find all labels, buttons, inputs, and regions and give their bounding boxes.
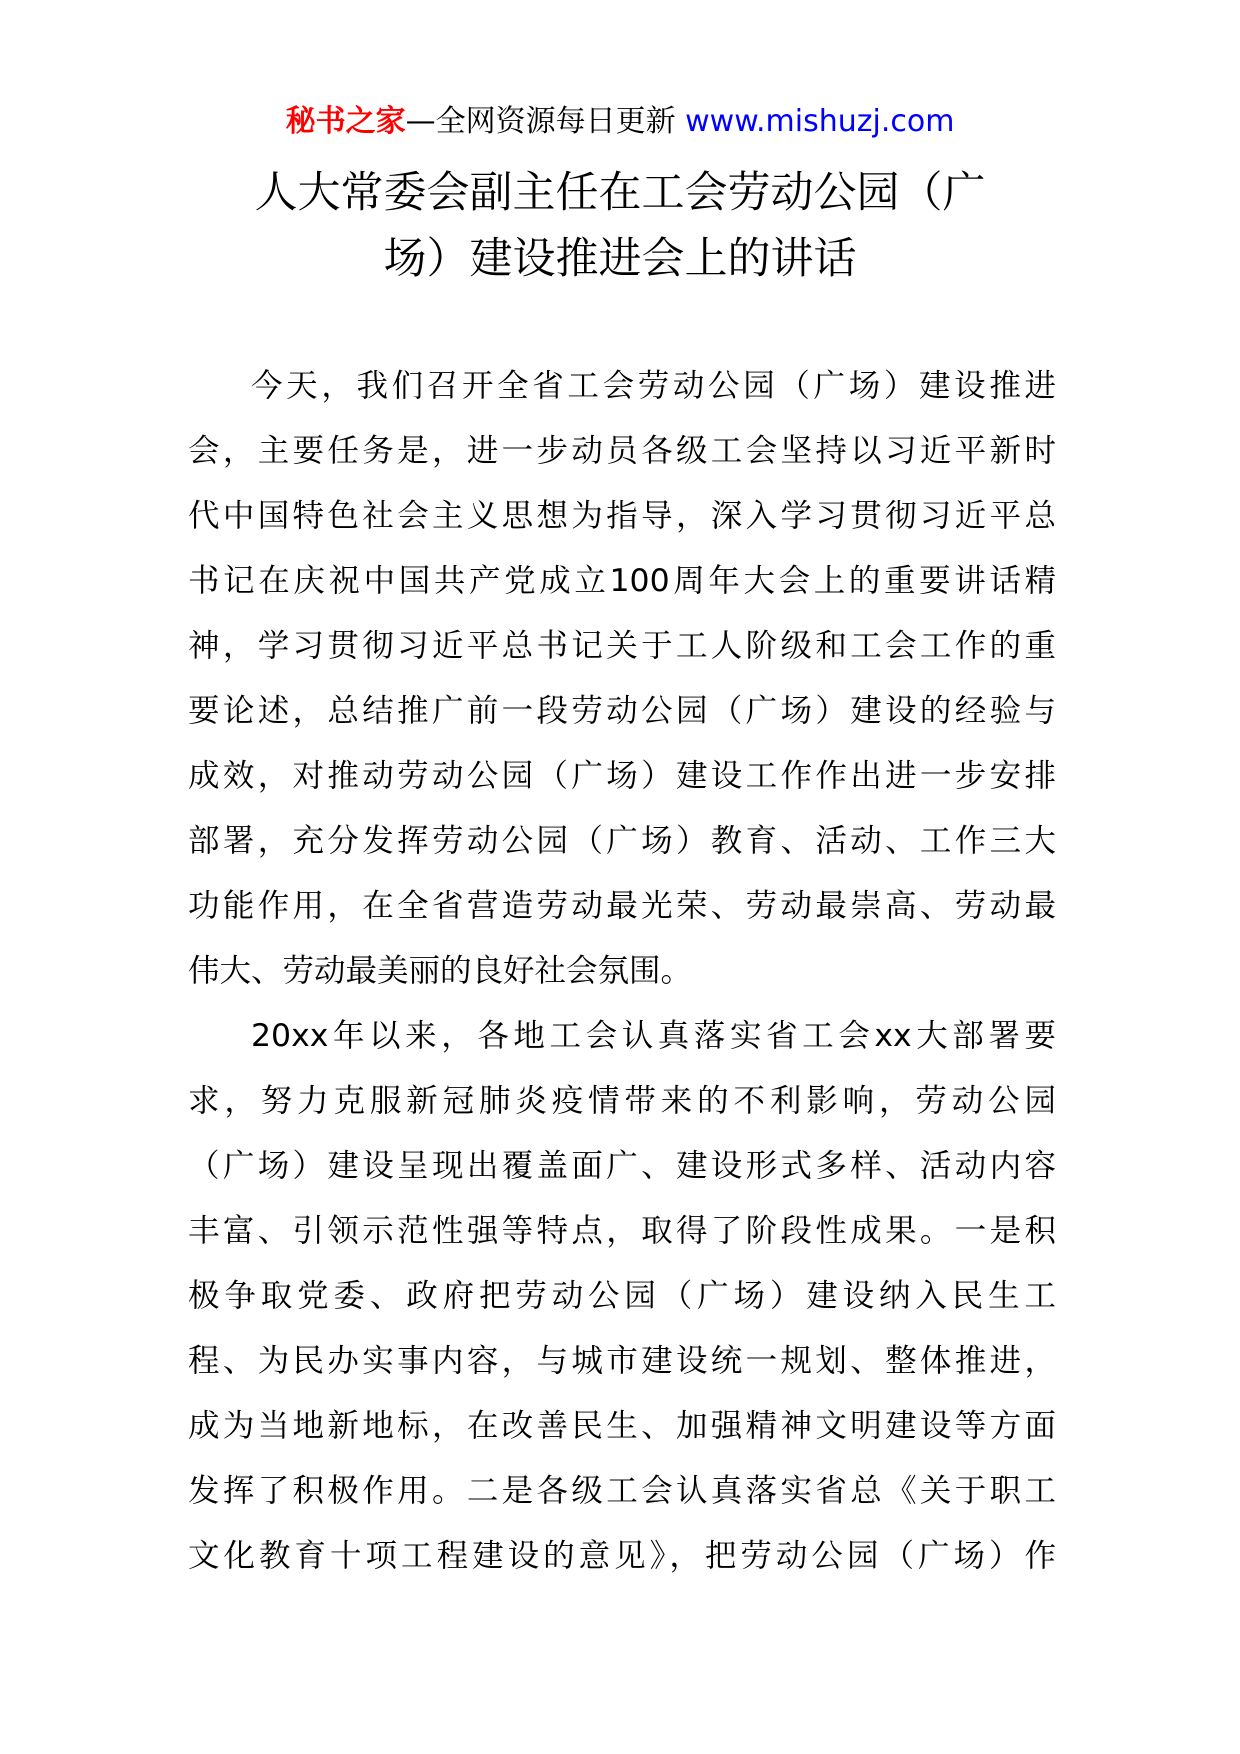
paragraph-line: 部署，充分发挥劳动公园（广场）教育、活动、工作三大 (188, 823, 1056, 859)
document-title (200, 160, 1040, 292)
paragraph-line: 20xx年以来，各地工会认真落实省工会xx大部署要 (251, 1018, 1056, 1054)
document-body (188, 354, 1056, 1589)
paragraph-line: 极争取党委、政府把劳动公园（广场）建设纳入民生工 (188, 1278, 1056, 1314)
paragraph-line: 今天，我们召开全省工会劳动公园（广场）建设推进 (251, 368, 1056, 404)
title-line: 场）建设推进会上的讲话 (383, 234, 857, 284)
paragraph-line: 代中国特色社会主义思想为指导，深入学习贯彻习近平总 (188, 498, 1056, 534)
paragraph-line: 求，努力克服新冠肺炎疫情带来的不利影响，劳动公园 (188, 1083, 1056, 1119)
paragraph-line: 功能作用，在全省营造劳动最光荣、劳动最崇高、劳动最 (188, 888, 1056, 924)
site-url-link[interactable]: www.mishuzj.com (685, 104, 955, 139)
paragraph-line: （广场）建设呈现出覆盖面广、建设形式多样、活动内容 (188, 1148, 1056, 1184)
paragraph-line: 成效，对推动劳动公园（广场）建设工作作出进一步安排 (188, 758, 1056, 794)
site-header (0, 100, 1240, 144)
brand-name: 秘书之家 (285, 104, 406, 139)
paragraph-line: 神，学习贯彻习近平总书记关于工人阶级和工会工作的重 (188, 628, 1056, 664)
paragraph-line: 书记在庆祝中国共产党成立100周年大会上的重要讲话精 (188, 563, 1056, 599)
paragraph-line: 成为当地新地标，在改善民生、加强精神文明建设等方面 (188, 1408, 1056, 1444)
paragraph-1 (188, 354, 1056, 1004)
paragraph-line: 伟大、劳动最美丽的良好社会氛围。 (188, 953, 693, 989)
paragraph-line: 文化教育十项工程建设的意见》，把劳动公园（广场）作 (188, 1538, 1056, 1574)
title-line: 人大常委会副主任在工会劳动公园（广 (254, 168, 986, 218)
paragraph-line: 发挥了积极作用。二是各级工会认真落实省总《关于职工 (188, 1473, 1056, 1509)
paragraph-line: 程、为民办实事内容，与城市建设统一规划、整体推进， (188, 1343, 1056, 1379)
paragraph-line: 要论述，总结推广前一段劳动公园（广场）建设的经验与 (188, 693, 1056, 729)
header-tagline: —全网资源每日更新 (405, 104, 676, 139)
paragraph-line: 丰富、引领示范性强等特点，取得了阶段性成果。一是积 (188, 1213, 1056, 1249)
paragraph-2 (188, 1004, 1056, 1589)
paragraph-line: 会，主要任务是，进一步动员各级工会坚持以习近平新时 (188, 433, 1056, 469)
